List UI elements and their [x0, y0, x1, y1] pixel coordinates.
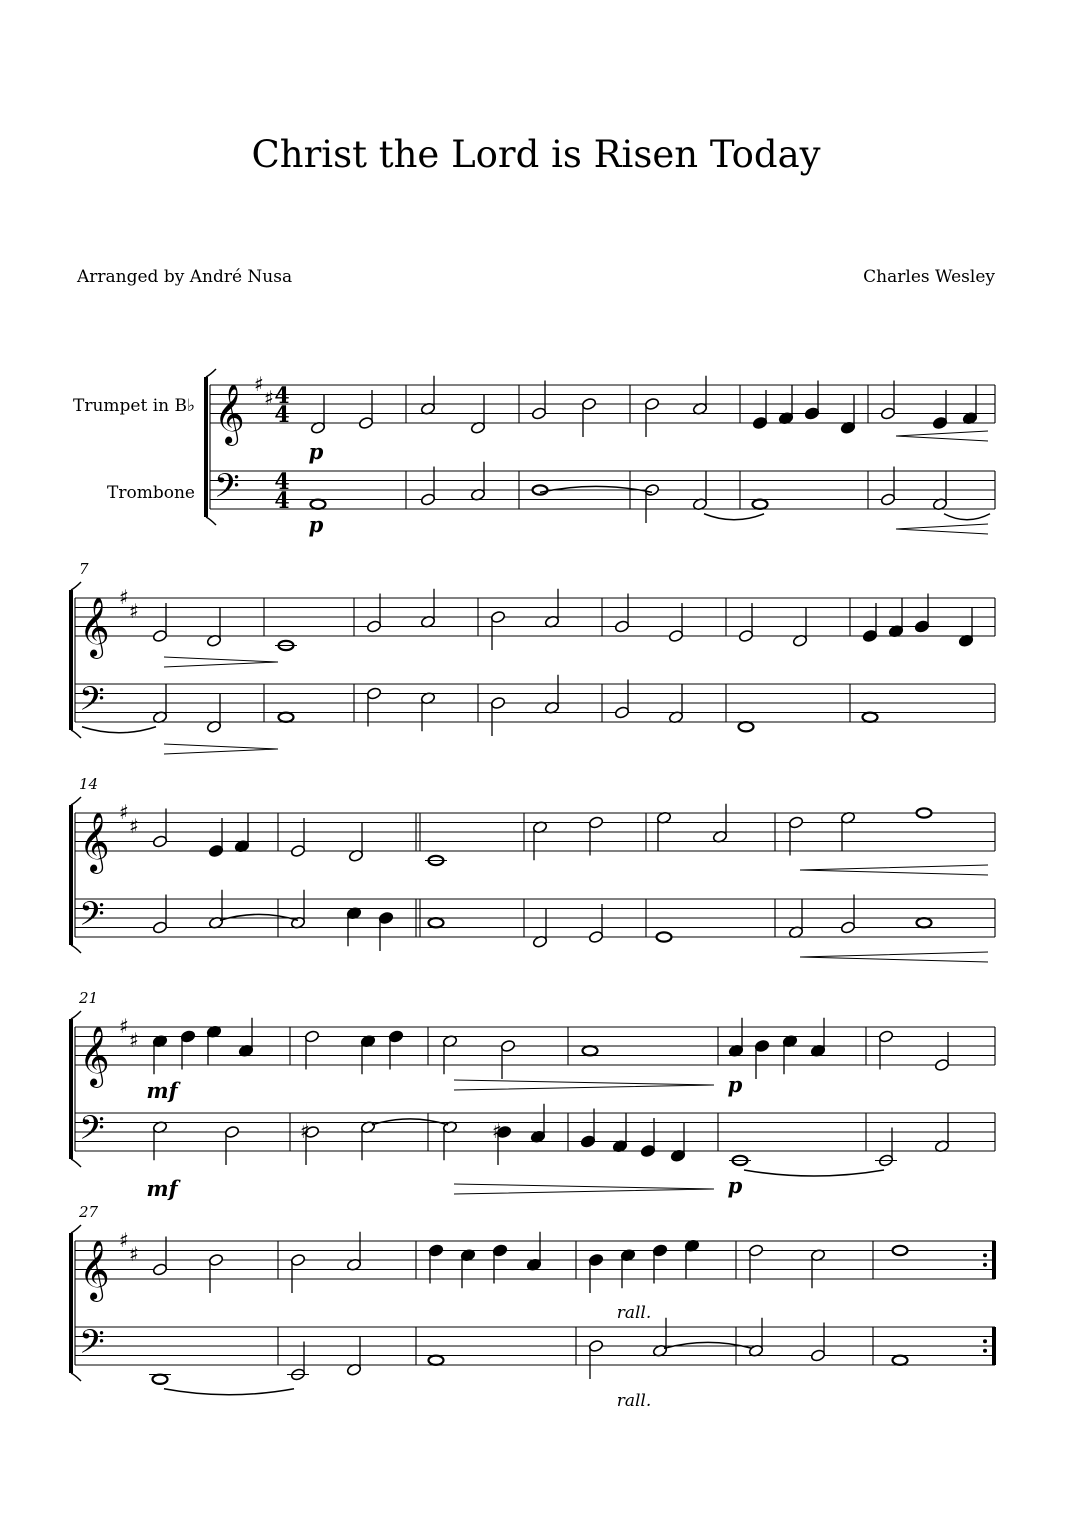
repeat-dot — [983, 1263, 987, 1267]
note-head — [657, 932, 672, 941]
time-signature-trumpet-unit: 4 — [274, 402, 290, 428]
bass-clef-icon: 𝄢 — [79, 1323, 105, 1370]
bracket-bottom-hook — [71, 730, 81, 738]
crescendo-hairpin — [896, 524, 988, 534]
note-head — [739, 722, 754, 731]
decrescendo-hairpin — [164, 744, 278, 754]
bass-clef-icon: 𝄢 — [79, 1109, 105, 1156]
note-head — [153, 1375, 168, 1384]
tie-slur — [372, 1119, 448, 1125]
bass-clef-icon: 𝄢 — [214, 467, 240, 514]
bass-clef-icon: 𝄢 — [79, 680, 105, 727]
bracket-top-hook — [206, 369, 216, 377]
sharp-icon: ♯ — [264, 386, 274, 410]
dynamic-marking: mf — [146, 1176, 178, 1201]
bracket-top-hook — [71, 582, 81, 590]
bracket-bottom-hook — [71, 1159, 81, 1167]
repeat-dot — [983, 1339, 987, 1343]
sharp-icon: ♯ — [129, 1028, 139, 1052]
decrescendo-hairpin — [454, 1184, 714, 1194]
tie-slur — [664, 1342, 752, 1348]
sharp-icon: ♯ — [492, 1119, 502, 1143]
note-head — [311, 500, 326, 509]
decrescendo-hairpin — [164, 657, 278, 667]
bracket-top-hook — [71, 1225, 81, 1233]
bass-clef-icon: 𝄢 — [79, 895, 105, 942]
treble-clef-icon: 𝄞 — [214, 384, 245, 444]
repeat-dot — [983, 1253, 987, 1257]
crescendo-hairpin — [800, 952, 988, 962]
sharp-icon: ♯ — [129, 599, 139, 623]
composer-credit: Charles Wesley — [863, 267, 995, 287]
time-signature-trumpet-beats: 4 — [274, 383, 290, 409]
bracket-bottom-hook — [206, 517, 216, 525]
sharp-icon: ♯ — [119, 800, 129, 824]
sharp-icon: ♯ — [129, 1242, 139, 1266]
crescendo-hairpin — [896, 431, 988, 441]
sharp-icon: ♯ — [119, 1014, 129, 1038]
note-head — [753, 500, 768, 509]
dynamic-marking: p — [727, 1173, 743, 1198]
bracket-bottom-hook — [71, 945, 81, 953]
note-head — [533, 485, 548, 494]
note-head — [917, 918, 932, 927]
tie-slur — [164, 1389, 294, 1395]
note-head — [893, 1356, 908, 1365]
note-head — [583, 1046, 598, 1055]
system-2 — [71, 560, 995, 738]
measure-number: 21 — [79, 989, 99, 1007]
treble-clef-icon: 𝄞 — [79, 812, 110, 872]
sharp-icon: ♯ — [300, 1119, 310, 1143]
tie-slur — [944, 514, 990, 520]
rall-marking-trumpet: rall. — [616, 1303, 652, 1323]
dynamic-marking: p — [727, 1072, 743, 1097]
note-head — [279, 713, 294, 722]
measure-number: 27 — [79, 1203, 99, 1221]
sharp-icon: ♯ — [254, 372, 264, 396]
time-signature-trombone-beats: 4 — [274, 469, 290, 495]
instrument-label-trumpet: Trumpet in B♭ — [72, 396, 195, 416]
sharp-icon: ♯ — [119, 585, 129, 609]
treble-clef-icon: 𝄞 — [79, 597, 110, 657]
bracket-bottom-hook — [71, 1373, 81, 1381]
note-head — [429, 1356, 444, 1365]
tie-slur — [744, 1170, 884, 1176]
sharp-icon: ♯ — [129, 814, 139, 838]
measure-number: 14 — [79, 775, 99, 793]
decrescendo-hairpin — [454, 1080, 714, 1090]
treble-clef-icon: 𝄞 — [79, 1026, 110, 1086]
score-title: Christ the Lord is Risen Today — [251, 133, 821, 176]
note-head — [917, 808, 932, 817]
tie-slur — [82, 727, 156, 733]
arranger-credit: Arranged by André Nusa — [77, 267, 293, 287]
repeat-end-barline-icon — [992, 1241, 996, 1279]
dynamic-marking: p — [308, 512, 324, 537]
tie-slur — [540, 486, 652, 492]
note-head — [893, 1246, 908, 1255]
tie-slur — [220, 914, 298, 920]
tie-slur — [704, 514, 764, 520]
bracket-top-hook — [71, 1011, 81, 1019]
repeat-dot — [983, 1349, 987, 1353]
repeat-end-barline-icon — [992, 1327, 996, 1365]
time-signature-trombone-unit: 4 — [274, 488, 290, 514]
score-systems — [71, 369, 996, 1395]
crescendo-hairpin — [800, 865, 988, 875]
sharp-icon: ♯ — [119, 1228, 129, 1252]
system-3 — [71, 775, 995, 953]
note-head — [863, 713, 878, 722]
bracket-top-hook — [71, 797, 81, 805]
note-head — [429, 918, 444, 927]
treble-clef-icon: 𝄞 — [79, 1240, 110, 1300]
measure-number: 7 — [79, 560, 89, 578]
instrument-label-trombone: Trombone — [107, 483, 195, 503]
dynamic-marking: mf — [146, 1078, 178, 1103]
rall-marking-trombone: rall. — [616, 1391, 652, 1411]
dynamic-marking: p — [308, 439, 324, 464]
